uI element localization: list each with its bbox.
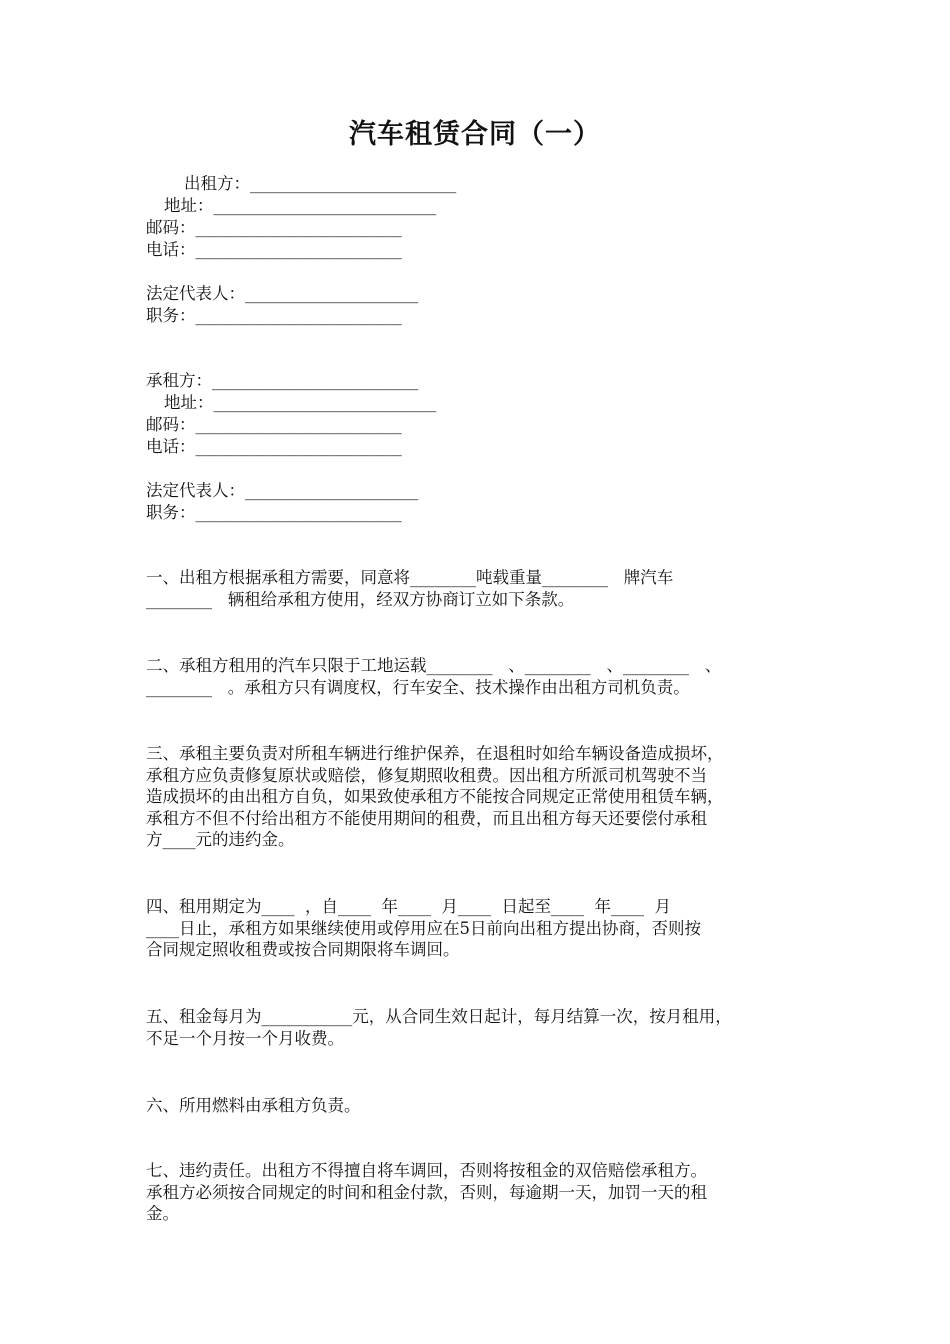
clause-2-line: ________ 。承租方只有调度权，行车安全、技术操作由出租方司机负责。 <box>146 677 690 697</box>
lessor-address-line: 地址：___________________________ <box>164 196 437 215</box>
lessee-phone-line: 电话：_________________________ <box>146 437 402 456</box>
clause-3-line: 方____元的违约金。 <box>146 830 295 849</box>
clause-1 <box>146 567 814 610</box>
lessor-position-line: 职务：_________________________ <box>146 306 402 325</box>
clause-5-line: 不足一个月按一个月收费。 <box>146 1028 344 1048</box>
lessee-party-line: 承租方：_________________________ <box>146 371 419 390</box>
lessee-address-line: 地址：___________________________ <box>164 393 437 412</box>
clause-3-line: 承租方不但不付给出租方不能使用期间的租费，而且出租方每天还要偿付承租 <box>146 808 707 828</box>
clause-3-line: 造成损坏的由出租方自负，如果致使承租方不能按合同规定正常使用租赁车辆， <box>146 787 724 806</box>
clause-7 <box>146 1160 814 1225</box>
lessor-legal-rep-line: 法定代表人：_____________________ <box>146 284 419 303</box>
clause-4-line: 合同规定照收租费或按合同期限将车调回。 <box>146 940 460 959</box>
lessee-legal-rep-line: 法定代表人：_____________________ <box>146 481 419 500</box>
clause-7-line: 金。 <box>146 1204 179 1223</box>
clause-3-line: 承租方应负责修复原状或赔偿，修复期照收租费。因出租方所派司机驾驶不当 <box>146 765 707 785</box>
clause-6 <box>146 1095 814 1117</box>
clause-4-line: 四、租用期定为____ ，自____ 年____ 月____ 日起至____ 年____ 月 <box>146 897 671 916</box>
clause-7-line: 七、违约责任。出租方不得擅自将车调回，否则将按租金的双倍赔偿承租方。 <box>146 1161 707 1180</box>
clause-2-line: 二、承租方租用的汽车只限于工地运载________ 、________ 、________ 、 <box>146 656 722 675</box>
clause-7-line: 承租方必须按合同规定的时间和租金付款，否则，每逾期一天，加罚一天的租 <box>146 1182 707 1202</box>
lessor-party-line: 出租方：_________________________ <box>184 174 457 193</box>
clause-3-line: 三、承租主要负责对所租车辆进行维护保养，在退租时如给车辆设备造成损坏， <box>146 744 724 763</box>
clause-5 <box>146 1006 814 1049</box>
clause-1-line: 一、出租方根据承租方需要，同意将________吨载重量________ 牌汽车 <box>146 568 674 587</box>
lessee-postcode-line: 邮码：_________________________ <box>146 415 402 434</box>
clause-6-line: 六、所用燃料由承租方负责。 <box>146 1096 361 1115</box>
clause-1-line: ________ 辆租给承租方使用，经双方协商订立如下条款。 <box>146 589 575 609</box>
clause-3 <box>146 743 814 851</box>
clause-4 <box>146 896 814 961</box>
document-title: 汽车租赁合同（一） <box>349 119 601 150</box>
clause-2 <box>146 655 814 698</box>
lessee-position-line: 职务：_________________________ <box>146 503 402 522</box>
clause-4-line: ____日止，承租方如果继续使用或停用应在5日前向出租方提出协商，否则按 <box>146 918 701 938</box>
lessor-phone-line: 电话：_________________________ <box>146 240 402 259</box>
clause-5-line: 五、租金每月为___________元，从合同生效日起计，每月结算一次，按月租用， <box>146 1007 732 1026</box>
lessor-postcode-line: 邮码：_________________________ <box>146 218 402 237</box>
